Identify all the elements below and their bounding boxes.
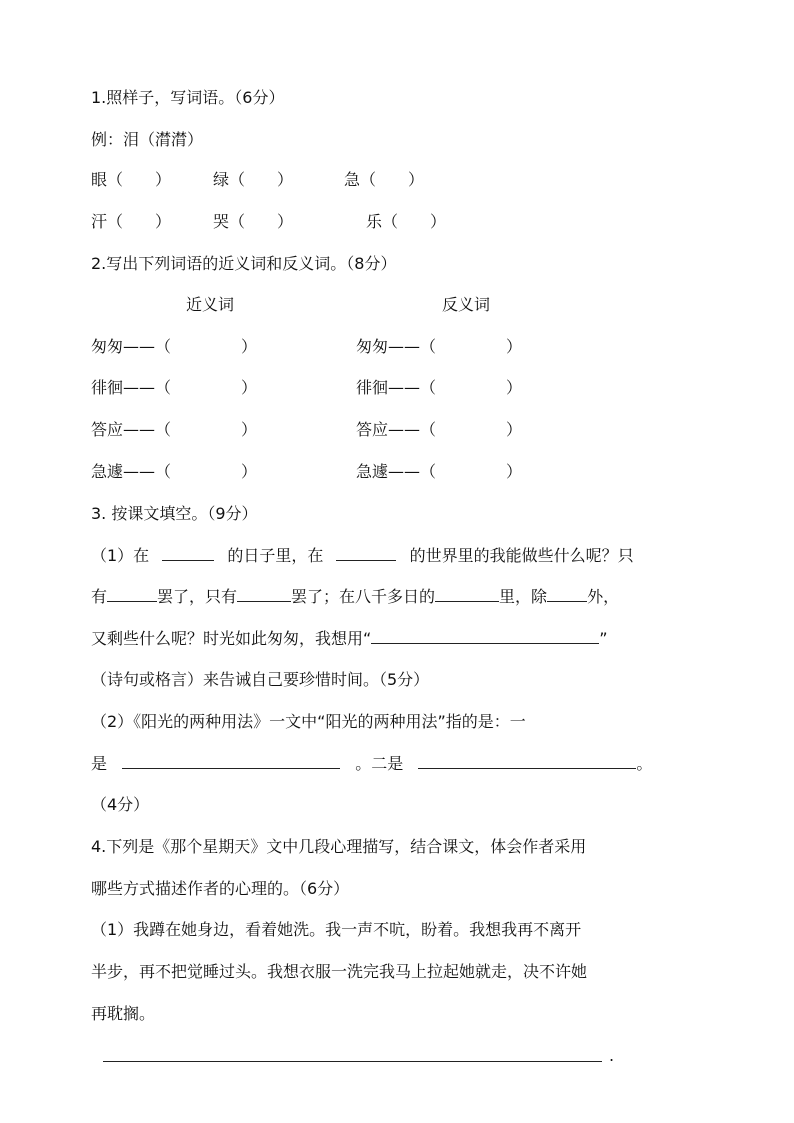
q1-item-happy: 乐（ ） bbox=[366, 212, 447, 231]
q2-row-3-left-close: ） bbox=[241, 420, 258, 439]
answer-blank[interactable] bbox=[162, 546, 214, 561]
q1-item-eye: 眼（ ） bbox=[91, 170, 172, 189]
q2-row-2-right-close: ） bbox=[506, 378, 523, 397]
q3-line-7: （4分） bbox=[91, 795, 150, 814]
q2-row-1-right: 匆匆——（ bbox=[356, 337, 437, 356]
q3-line-3 bbox=[91, 629, 608, 649]
q2-row-1-left: 匆匆——（ bbox=[91, 337, 172, 356]
q2-row-2-left: 徘徊——（ bbox=[91, 378, 172, 397]
q2-row-3-right: 答应——（ bbox=[356, 420, 437, 439]
q2-row-4-left: 急遽——（ bbox=[91, 462, 172, 481]
q1-item-urgent: 急（ ） bbox=[344, 170, 425, 189]
q4-end-mark: . bbox=[609, 1046, 615, 1065]
q4-para-line-1: （1）我蹲在她身边，看着她洗。我一声不吭，盼着。我想我再不离开 bbox=[91, 920, 582, 939]
q2-header-synonym: 近义词 bbox=[186, 295, 235, 314]
q3-text: 罢了；在八千多日的 bbox=[291, 587, 436, 606]
q3-text: 的世界里的我能做些什么呢？只 bbox=[409, 546, 634, 565]
q2-row-3-left: 答应——（ bbox=[91, 420, 172, 439]
q3-text: 罢了，只有 bbox=[157, 587, 238, 606]
answer-blank[interactable] bbox=[435, 587, 499, 602]
q3-text: 有 bbox=[91, 587, 108, 606]
q3-line-4: （诗句或格言）来告诫自己要珍惜时间。（5分） bbox=[91, 670, 430, 689]
q3-text: 是 bbox=[91, 754, 108, 773]
q4-para-line-2: 半步，再不把觉睡过头。我想衣服一洗完我马上拉起她就走，决不许她 bbox=[91, 962, 588, 981]
q2-row-4-left-close: ） bbox=[241, 462, 258, 481]
q3-line-6 bbox=[91, 754, 652, 774]
answer-blank[interactable] bbox=[418, 754, 636, 769]
q1-item-sweat: 汗（ ） bbox=[91, 212, 172, 231]
answer-blank[interactable] bbox=[336, 546, 396, 561]
answer-blank[interactable] bbox=[237, 587, 291, 602]
q4-title-line-1: 4.下列是《那个星期天》文中几段心理描写，结合课文，体会作者采用 bbox=[91, 837, 587, 856]
q4-title-line-2: 哪些方式描述作者的心理的。（6分） bbox=[91, 879, 350, 898]
q3-text: 。 bbox=[636, 754, 653, 773]
q4-answer-line[interactable] bbox=[103, 1061, 602, 1062]
q1-item-cry: 哭（ ） bbox=[213, 212, 294, 231]
q2-title: 2.写出下列词语的近义词和反义词。（8分） bbox=[91, 254, 397, 273]
q1-item-green: 绿（ ） bbox=[213, 170, 294, 189]
q2-row-2-right: 徘徊——（ bbox=[356, 378, 437, 397]
q2-header-antonym: 反义词 bbox=[442, 295, 491, 314]
q3-text: （1）在 bbox=[91, 546, 150, 565]
answer-blank[interactable] bbox=[122, 754, 340, 769]
q1-title: 1.照样子，写词语。（6分） bbox=[91, 88, 285, 107]
q3-text: 又剩些什么呢？时光如此匆匆，我想用“ bbox=[91, 629, 372, 648]
q2-row-1-right-close: ） bbox=[506, 337, 523, 356]
q3-text: 外， bbox=[587, 587, 620, 606]
q2-row-1-left-close: ） bbox=[241, 337, 258, 356]
q3-line-2 bbox=[91, 587, 619, 607]
q3-line-1 bbox=[91, 546, 634, 566]
q2-row-3-right-close: ） bbox=[506, 420, 523, 439]
q1-example: 例：泪（潸潸） bbox=[91, 130, 204, 149]
answer-blank[interactable] bbox=[107, 587, 157, 602]
q3-text: 的日子里，在 bbox=[227, 546, 324, 565]
q3-line-5: （2）《阳光的两种用法》一文中“阳光的两种用法”指的是：一 bbox=[91, 712, 526, 731]
q2-row-4-right-close: ） bbox=[506, 462, 523, 481]
q3-text: 里，除 bbox=[499, 587, 548, 606]
q3-text: 。二是 bbox=[355, 754, 404, 773]
q3-title: 3. 按课文填空。（9分） bbox=[91, 504, 258, 523]
q4-para-line-3: 再耽搁。 bbox=[91, 1004, 156, 1023]
q2-row-4-right: 急遽——（ bbox=[356, 462, 437, 481]
q2-row-2-left-close: ） bbox=[241, 378, 258, 397]
q3-text: ” bbox=[599, 629, 608, 648]
answer-blank[interactable] bbox=[547, 587, 587, 602]
answer-blank[interactable] bbox=[371, 629, 599, 644]
